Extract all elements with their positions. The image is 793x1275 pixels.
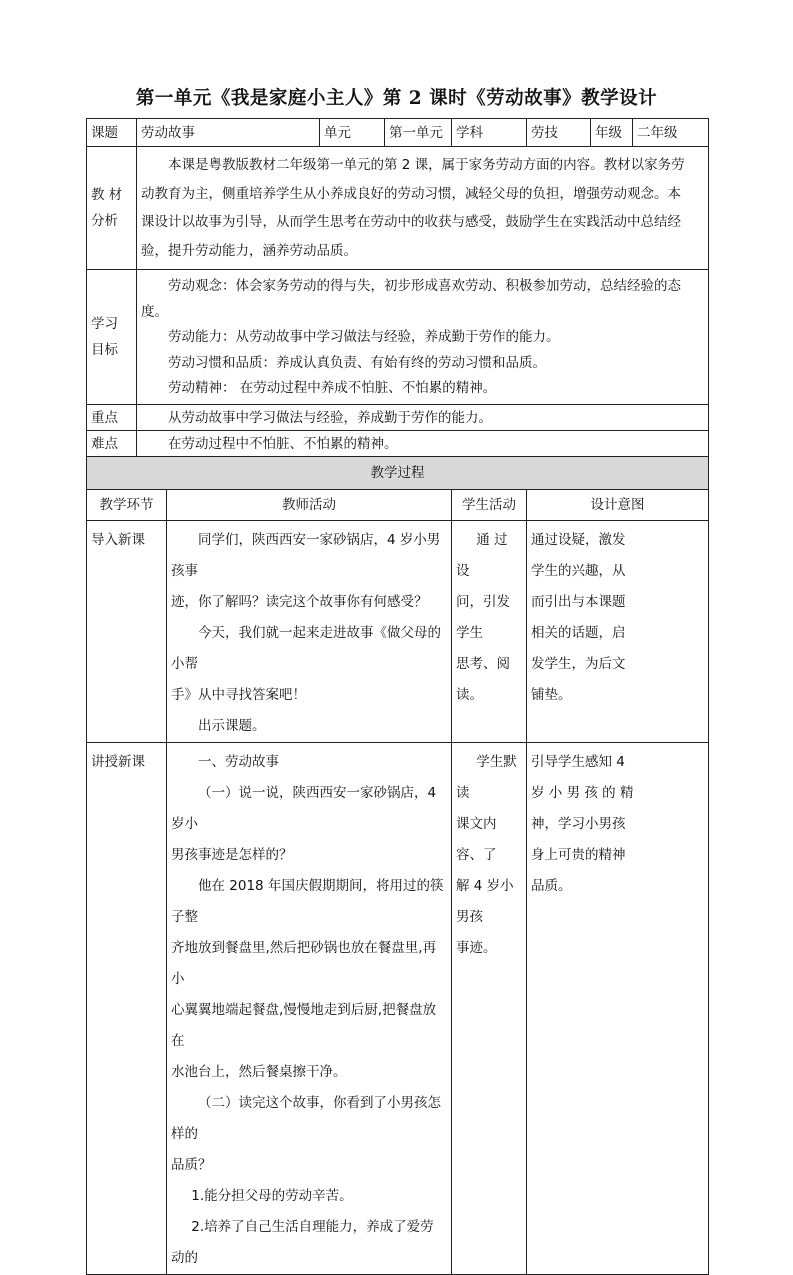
goals-label: 学习 目标 <box>87 270 137 405</box>
process-header: 教学过程 <box>87 457 709 490</box>
unit-value: 第一单元 <box>385 119 452 147</box>
page-title: 第一单元《我是家庭小主人》第 2 课时《劳动故事》教学设计 <box>135 88 658 109</box>
col-intent: 设计意图 <box>527 490 709 521</box>
lesson-student: 学生默读 课文内容、了 解 4 岁小男孩 事迹。 <box>452 743 527 1275</box>
lesson-stage: 讲授新课 <box>87 743 167 1275</box>
key-point-label: 重点 <box>87 405 137 431</box>
analysis-row <box>87 147 709 270</box>
grade-value: 二年级 <box>633 119 709 147</box>
meta-row <box>87 119 709 147</box>
unit-label: 单元 <box>320 119 385 147</box>
lesson-intent: 引导学生感知 4 岁 小 男 孩 的 精 神，学习小男孩 身上可贵的精神 品质。 <box>527 743 709 1275</box>
topic-value: 劳动故事 <box>137 119 320 147</box>
subject-value: 劳技 <box>527 119 591 147</box>
goals-row <box>87 270 709 405</box>
process-columns-row <box>87 490 709 521</box>
goals-text: 劳动观念：体会家务劳动的得与失，初步形成喜欢劳动、积极参加劳动，总结经验的态 度。 劳动能力：从劳动故事中学习做法与经验，养成勤于劳作的能力。 劳动习惯和品质：养成认真负责、有始有终的劳动习惯和品质。 劳动精神： 在劳动过程中养成不怕脏、不怕累的精神。 <box>137 270 709 405</box>
subject-label: 学科 <box>452 119 527 147</box>
topic-label: 课题 <box>87 119 137 147</box>
lesson-row <box>87 743 709 1275</box>
analysis-label: 教 材 分析 <box>87 147 137 270</box>
difficulty-label: 难点 <box>87 431 137 457</box>
process-header-row <box>87 457 709 490</box>
col-student: 学生活动 <box>452 490 527 521</box>
intro-student: 通 过 设 问，引发学生 思考、阅读。 <box>452 521 527 743</box>
col-teacher: 教师活动 <box>167 490 452 521</box>
intro-teacher: 同学们，陕西西安一家砂锅店，4 岁小男孩事 迹，你了解吗？读完这个故事你有何感受？ 今天，我们就一起来走进故事《做父母的小帮 手》从中寻找答案吧！ 出示课题。 <box>167 521 452 743</box>
intro-stage: 导入新课 <box>87 521 167 743</box>
intro-intent: 通过设疑，激发 学生的兴趣，从 而引出与本课题 相关的话题，启 发学生，为后文 铺垫。 <box>527 521 709 743</box>
grade-label: 年级 <box>591 119 633 147</box>
difficulty-text: 在劳动过程中不怕脏、不怕累的精神。 <box>137 431 709 457</box>
intro-row <box>87 521 709 743</box>
difficulty-row <box>87 431 709 457</box>
analysis-text: 本课是粤教版教材二年级第一单元的第 2 课，属于家务劳动方面的内容。教材以家务劳 动教育为主，侧重培养学生从小养成良好的劳动习惯，减轻父母的负担，增强劳动观念。本 课设计以故事为引导，从而学生思考在劳动中的收获与感受，鼓励学生在实践活动中总结经 验，提升劳动能力，涵养劳动品质。 <box>137 147 709 270</box>
lesson-teacher: 一、劳动故事 （一）说一说，陕西西安一家砂锅店，4岁小 男孩事迹是怎样的？ 他在 2018 年国庆假期期间，将用过的筷子整 齐地放到餐盘里,然后把砂锅也放在餐盘里,再小 心翼翼地端起餐盘,慢慢地走到后厨,把餐盘放在 水池台上，然后餐桌擦干净。 （二）读完这个故事，你看到了小男孩怎样的 品质？ 1.能分担父母的劳动辛苦。 2.培养了自己生活自理能力，养成了爱劳动的 <box>167 743 452 1275</box>
col-stage: 教学环节 <box>87 490 167 521</box>
key-point-row <box>87 405 709 431</box>
key-point-text: 从劳动故事中学习做法与经验，养成勤于劳作的能力。 <box>137 405 709 431</box>
lesson-plan-table <box>86 118 709 1275</box>
